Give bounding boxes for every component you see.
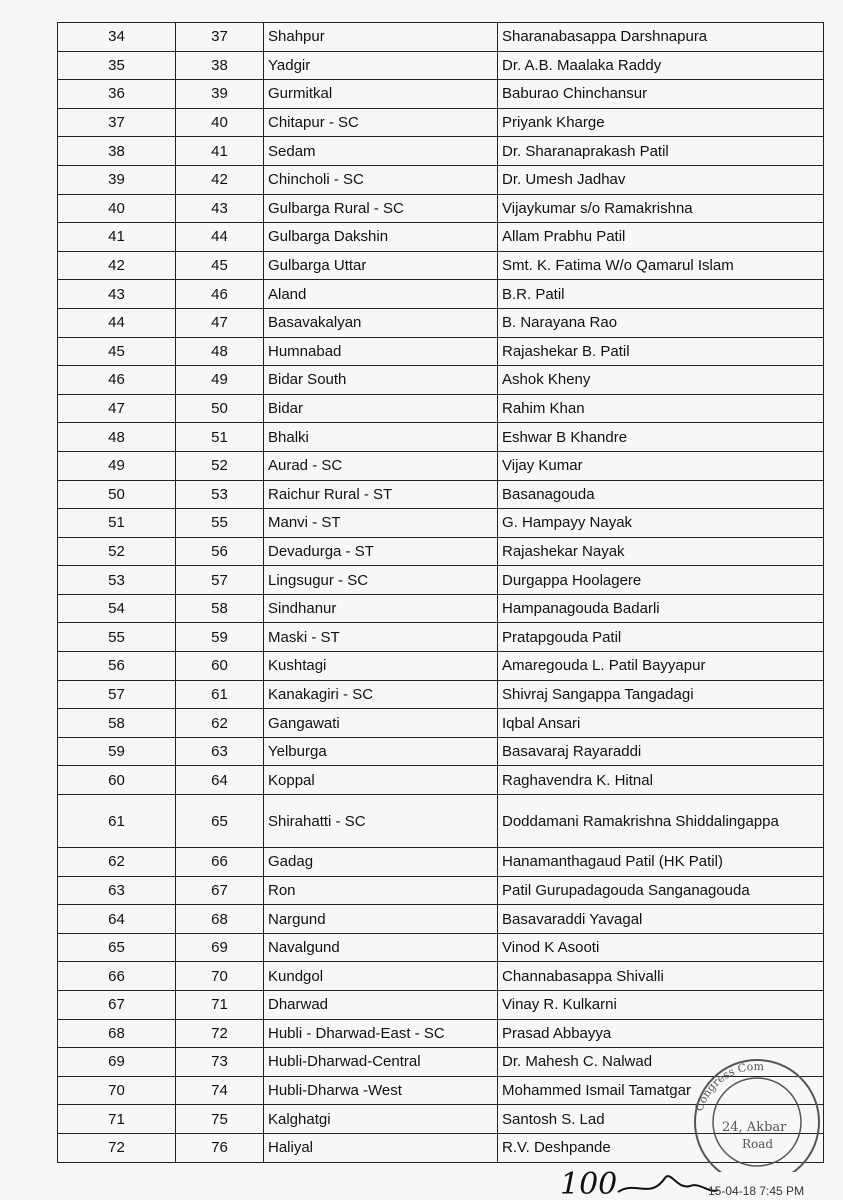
constituency-name-cell: Sedam [264, 137, 498, 166]
constituency-name-cell: Gulbarga Rural - SC [264, 194, 498, 223]
serial-number-cell: 57 [58, 680, 176, 709]
serial-number-cell: 35 [58, 51, 176, 80]
table-row [58, 1019, 824, 1048]
constituency-number-cell: 59 [176, 623, 264, 652]
constituency-number-cell: 45 [176, 251, 264, 280]
table-row [58, 80, 824, 109]
serial-number-cell: 45 [58, 337, 176, 366]
table-row [58, 165, 824, 194]
constituency-name-cell: Gangawati [264, 709, 498, 738]
candidate-name-cell: Rahim Khan [498, 394, 824, 423]
constituency-name-cell: Hubli-Dharwa -West [264, 1076, 498, 1105]
constituency-name-cell: Bidar [264, 394, 498, 423]
table-row [58, 566, 824, 595]
constituency-number-cell: 44 [176, 223, 264, 252]
constituency-number-cell: 64 [176, 766, 264, 795]
constituency-number-cell: 38 [176, 51, 264, 80]
constituency-name-cell: Chitapur - SC [264, 108, 498, 137]
candidate-table-body [58, 23, 824, 1163]
candidate-name-cell: Dr. Mahesh C. Nalwad [498, 1048, 824, 1077]
table-row [58, 652, 824, 681]
table-row [58, 709, 824, 738]
serial-number-cell: 34 [58, 23, 176, 52]
table-row [58, 537, 824, 566]
serial-number-cell: 42 [58, 251, 176, 280]
serial-number-cell: 51 [58, 509, 176, 538]
serial-number-cell: 43 [58, 280, 176, 309]
serial-number-cell: 50 [58, 480, 176, 509]
table-row [58, 23, 824, 52]
serial-number-cell: 63 [58, 876, 176, 905]
candidate-name-cell: Hampanagouda Badarli [498, 594, 824, 623]
constituency-name-cell: Devadurga - ST [264, 537, 498, 566]
constituency-number-cell: 65 [176, 795, 264, 848]
constituency-number-cell: 68 [176, 905, 264, 934]
constituency-number-cell: 70 [176, 962, 264, 991]
candidate-name-cell: Shivraj Sangappa Tangadagi [498, 680, 824, 709]
serial-number-cell: 62 [58, 848, 176, 877]
candidate-name-cell: Santosh S. Lad [498, 1105, 824, 1134]
serial-number-cell: 65 [58, 933, 176, 962]
serial-number-cell: 59 [58, 737, 176, 766]
constituency-number-cell: 46 [176, 280, 264, 309]
table-row [58, 848, 824, 877]
candidate-name-cell: B.R. Patil [498, 280, 824, 309]
candidate-name-cell: Priyank Kharge [498, 108, 824, 137]
constituency-number-cell: 73 [176, 1048, 264, 1077]
candidate-name-cell: Vijay Kumar [498, 451, 824, 480]
constituency-number-cell: 41 [176, 137, 264, 166]
constituency-name-cell: Raichur Rural - ST [264, 480, 498, 509]
stamp-arc-text: Congress Com [692, 1059, 765, 1113]
table-row [58, 280, 824, 309]
candidate-name-cell: Raghavendra K. Hitnal [498, 766, 824, 795]
table-row [58, 51, 824, 80]
constituency-number-cell: 62 [176, 709, 264, 738]
constituency-name-cell: Kundgol [264, 962, 498, 991]
table-row [58, 1048, 824, 1077]
constituency-name-cell: Lingsugur - SC [264, 566, 498, 595]
candidate-name-cell: Sharanabasappa Darshnapura [498, 23, 824, 52]
constituency-number-cell: 58 [176, 594, 264, 623]
candidate-name-cell: G. Hampayy Nayak [498, 509, 824, 538]
handwritten-mark-text: 100 [560, 1167, 618, 1200]
constituency-number-cell: 66 [176, 848, 264, 877]
serial-number-cell: 38 [58, 137, 176, 166]
constituency-name-cell: Kushtagi [264, 652, 498, 681]
constituency-name-cell: Shahpur [264, 23, 498, 52]
candidate-name-cell: Dr. Sharanaprakash Patil [498, 137, 824, 166]
serial-number-cell: 40 [58, 194, 176, 223]
constituency-name-cell: Shirahatti - SC [264, 795, 498, 848]
serial-number-cell: 48 [58, 423, 176, 452]
constituency-name-cell: Basavakalyan [264, 308, 498, 337]
table-row [58, 962, 824, 991]
serial-number-cell: 60 [58, 766, 176, 795]
table-row [58, 108, 824, 137]
constituency-number-cell: 57 [176, 566, 264, 595]
constituency-number-cell: 49 [176, 366, 264, 395]
serial-number-cell: 55 [58, 623, 176, 652]
constituency-name-cell: Gadag [264, 848, 498, 877]
constituency-number-cell: 39 [176, 80, 264, 109]
serial-number-cell: 53 [58, 566, 176, 595]
serial-number-cell: 67 [58, 991, 176, 1020]
constituency-number-cell: 76 [176, 1133, 264, 1162]
stamp-address-line1: 24, Akbar [722, 1120, 787, 1135]
table-row [58, 194, 824, 223]
constituency-name-cell: Kalghatgi [264, 1105, 498, 1134]
candidate-name-cell: Allam Prabhu Patil [498, 223, 824, 252]
candidate-name-cell: Smt. K. Fatima W/o Qamarul Islam [498, 251, 824, 280]
constituency-name-cell: Aurad - SC [264, 451, 498, 480]
candidate-name-cell: Vinod K Asooti [498, 933, 824, 962]
candidate-name-cell: Durgappa Hoolagere [498, 566, 824, 595]
serial-number-cell: 36 [58, 80, 176, 109]
constituency-name-cell: Yelburga [264, 737, 498, 766]
candidate-name-cell: Rajashekar B. Patil [498, 337, 824, 366]
table-row [58, 594, 824, 623]
serial-number-cell: 69 [58, 1048, 176, 1077]
candidate-name-cell: R.V. Deshpande [498, 1133, 824, 1162]
constituency-name-cell: Humnabad [264, 337, 498, 366]
serial-number-cell: 70 [58, 1076, 176, 1105]
table-row [58, 623, 824, 652]
table-row [58, 680, 824, 709]
candidate-name-cell: Patil Gurupadagouda Sanganagouda [498, 876, 824, 905]
constituency-number-cell: 48 [176, 337, 264, 366]
candidate-name-cell: Vijaykumar s/o Ramakrishna [498, 194, 824, 223]
table-row [58, 905, 824, 934]
table-row [58, 451, 824, 480]
candidate-name-cell: Rajashekar Nayak [498, 537, 824, 566]
table-row [58, 480, 824, 509]
table-row [58, 337, 824, 366]
candidate-name-cell: Basavaraddi Yavagal [498, 905, 824, 934]
candidate-name-cell: Eshwar B Khandre [498, 423, 824, 452]
constituency-name-cell: Maski - ST [264, 623, 498, 652]
table-row [58, 737, 824, 766]
table-row [58, 1105, 824, 1134]
constituency-number-cell: 61 [176, 680, 264, 709]
serial-number-cell: 56 [58, 652, 176, 681]
table-row [58, 251, 824, 280]
candidate-name-cell: Basanagouda [498, 480, 824, 509]
table-row [58, 876, 824, 905]
candidate-name-cell: Amaregouda L. Patil Bayyapur [498, 652, 824, 681]
table-row [58, 1133, 824, 1162]
constituency-number-cell: 55 [176, 509, 264, 538]
serial-number-cell: 46 [58, 366, 176, 395]
constituency-number-cell: 51 [176, 423, 264, 452]
constituency-number-cell: 43 [176, 194, 264, 223]
stamp-address-line2: Road [742, 1137, 774, 1151]
candidate-table [57, 22, 824, 1163]
constituency-number-cell: 40 [176, 108, 264, 137]
serial-number-cell: 54 [58, 594, 176, 623]
constituency-name-cell: Kanakagiri - SC [264, 680, 498, 709]
serial-number-cell: 71 [58, 1105, 176, 1134]
constituency-number-cell: 42 [176, 165, 264, 194]
candidate-name-cell: Iqbal Ansari [498, 709, 824, 738]
constituency-number-cell: 47 [176, 308, 264, 337]
constituency-name-cell: Sindhanur [264, 594, 498, 623]
serial-number-cell: 49 [58, 451, 176, 480]
table-row [58, 137, 824, 166]
table-row [58, 991, 824, 1020]
constituency-number-cell: 53 [176, 480, 264, 509]
serial-number-cell: 39 [58, 165, 176, 194]
constituency-name-cell: Gurmitkal [264, 80, 498, 109]
candidate-name-cell: Doddamani Ramakrishna Shiddalingappa [498, 795, 824, 848]
table-row [58, 795, 824, 848]
constituency-number-cell: 56 [176, 537, 264, 566]
constituency-number-cell: 52 [176, 451, 264, 480]
constituency-name-cell: Koppal [264, 766, 498, 795]
fax-timestamp: 15-04-18 7:45 PM [708, 1184, 805, 1198]
constituency-name-cell: Yadgir [264, 51, 498, 80]
constituency-name-cell: Navalgund [264, 933, 498, 962]
candidate-name-cell: Baburao Chinchansur [498, 80, 824, 109]
constituency-name-cell: Hubli - Dharwad-East - SC [264, 1019, 498, 1048]
serial-number-cell: 64 [58, 905, 176, 934]
handwritten-signature [560, 1160, 720, 1200]
serial-number-cell: 66 [58, 962, 176, 991]
constituency-number-cell: 74 [176, 1076, 264, 1105]
constituency-name-cell: Nargund [264, 905, 498, 934]
constituency-number-cell: 72 [176, 1019, 264, 1048]
constituency-name-cell: Haliyal [264, 1133, 498, 1162]
candidate-name-cell: Mohammed Ismail Tamatgar [498, 1076, 824, 1105]
serial-number-cell: 68 [58, 1019, 176, 1048]
constituency-name-cell: Bhalki [264, 423, 498, 452]
table-row [58, 766, 824, 795]
candidate-name-cell: Channabasappa Shivalli [498, 962, 824, 991]
constituency-number-cell: 71 [176, 991, 264, 1020]
serial-number-cell: 72 [58, 1133, 176, 1162]
serial-number-cell: 52 [58, 537, 176, 566]
constituency-name-cell: Ron [264, 876, 498, 905]
constituency-number-cell: 50 [176, 394, 264, 423]
candidate-name-cell: Dr. Umesh Jadhav [498, 165, 824, 194]
candidate-name-cell: Vinay R. Kulkarni [498, 991, 824, 1020]
constituency-name-cell: Gulbarga Uttar [264, 251, 498, 280]
serial-number-cell: 41 [58, 223, 176, 252]
constituency-name-cell: Dharwad [264, 991, 498, 1020]
serial-number-cell: 61 [58, 795, 176, 848]
serial-number-cell: 44 [58, 308, 176, 337]
candidate-name-cell: B. Narayana Rao [498, 308, 824, 337]
table-row [58, 1076, 824, 1105]
constituency-number-cell: 37 [176, 23, 264, 52]
constituency-number-cell: 75 [176, 1105, 264, 1134]
serial-number-cell: 58 [58, 709, 176, 738]
constituency-name-cell: Bidar South [264, 366, 498, 395]
table-row [58, 933, 824, 962]
table-row [58, 394, 824, 423]
serial-number-cell: 37 [58, 108, 176, 137]
constituency-name-cell: Aland [264, 280, 498, 309]
constituency-number-cell: 63 [176, 737, 264, 766]
constituency-name-cell: Chincholi - SC [264, 165, 498, 194]
table-row [58, 423, 824, 452]
table-row [58, 366, 824, 395]
constituency-number-cell: 60 [176, 652, 264, 681]
candidate-name-cell: Hanamanthagaud Patil (HK Patil) [498, 848, 824, 877]
table-row [58, 308, 824, 337]
candidate-name-cell: Dr. A.B. Maalaka Raddy [498, 51, 824, 80]
constituency-number-cell: 67 [176, 876, 264, 905]
constituency-name-cell: Manvi - ST [264, 509, 498, 538]
constituency-number-cell: 69 [176, 933, 264, 962]
candidate-name-cell: Ashok Kheny [498, 366, 824, 395]
candidate-name-cell: Pratapgouda Patil [498, 623, 824, 652]
table-row [58, 509, 824, 538]
constituency-name-cell: Hubli-Dharwad-Central [264, 1048, 498, 1077]
constituency-name-cell: Gulbarga Dakshin [264, 223, 498, 252]
candidate-name-cell: Prasad Abbayya [498, 1019, 824, 1048]
table-row [58, 223, 824, 252]
candidate-name-cell: Basavaraj Rayaraddi [498, 737, 824, 766]
serial-number-cell: 47 [58, 394, 176, 423]
